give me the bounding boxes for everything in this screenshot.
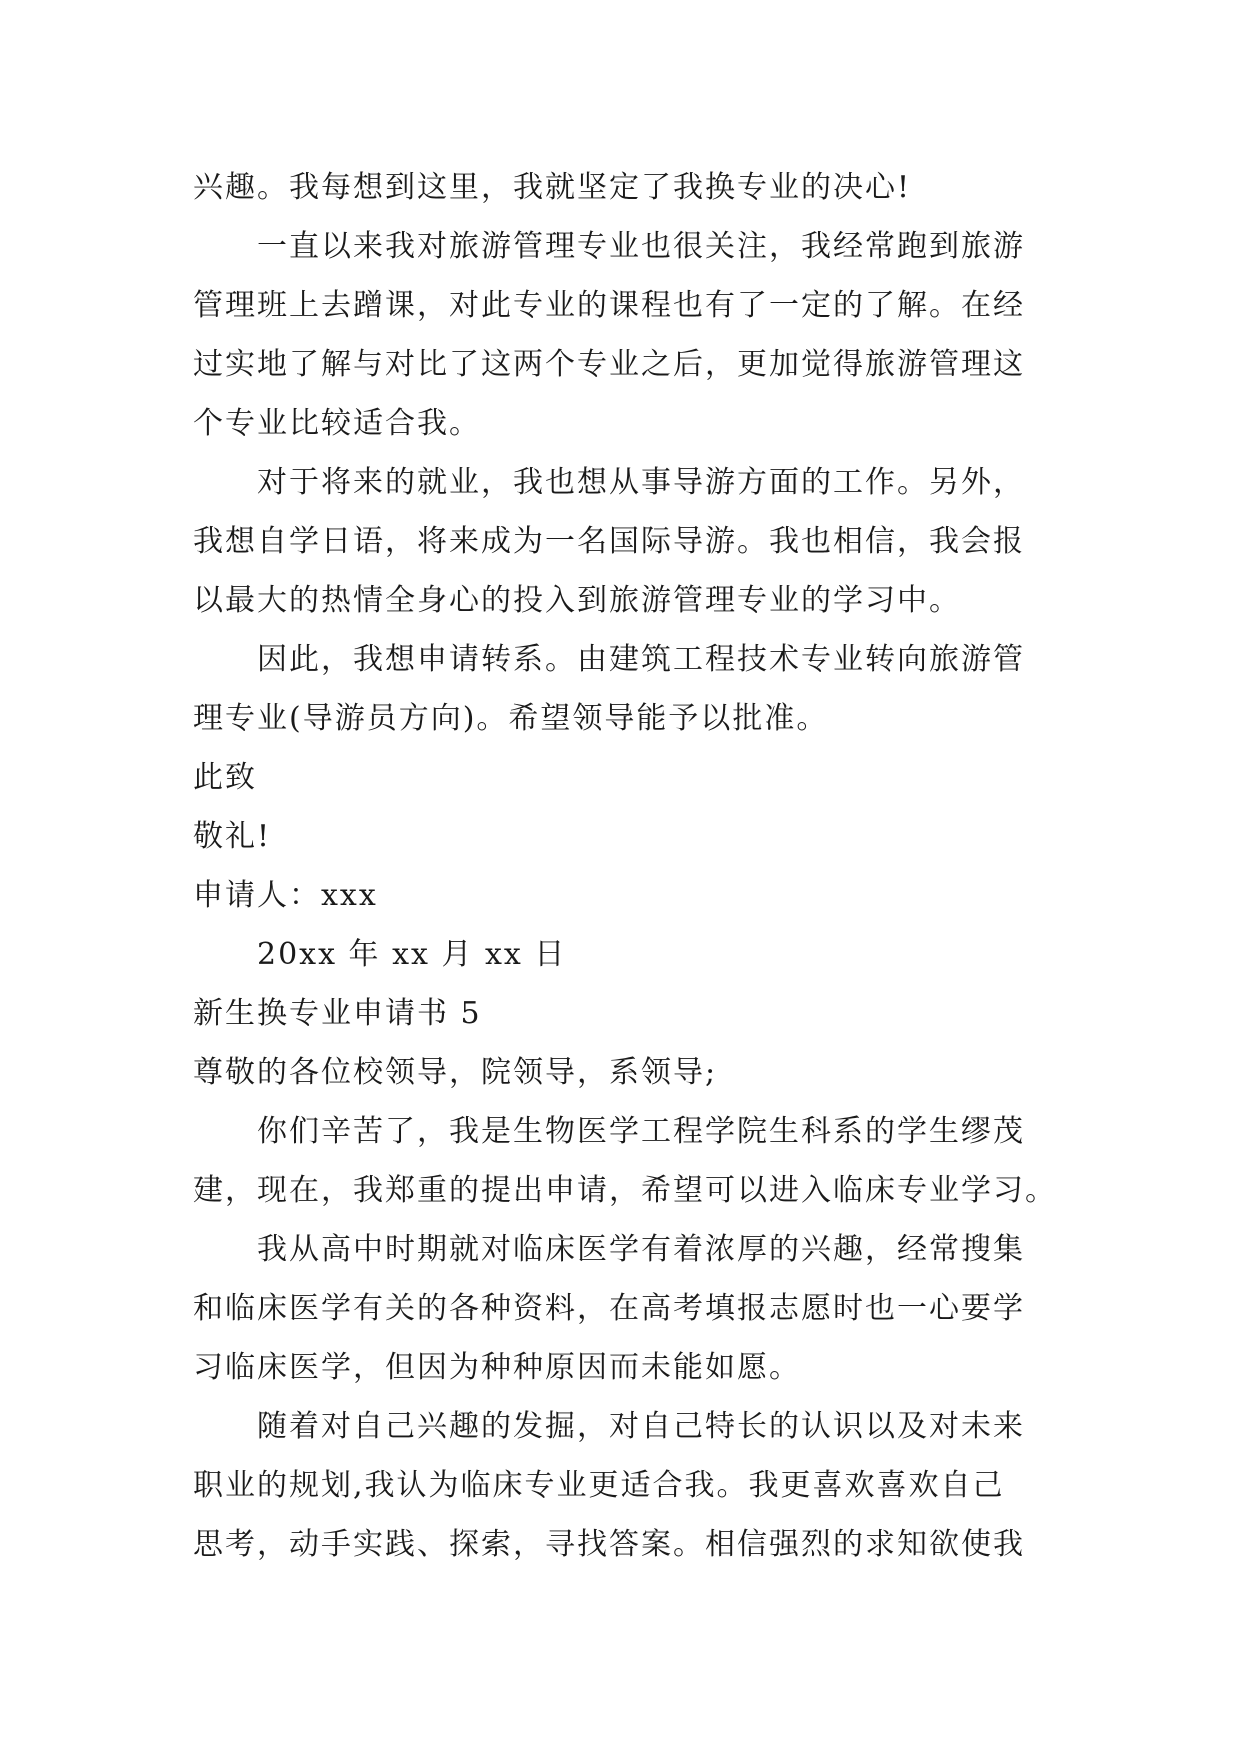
text-line: 我想自学日语，将来成为一名国际导游。我也相信，我会报 (193, 524, 1025, 559)
text-line: 兴趣。我每想到这里，我就坚定了我换专业的决心! (193, 170, 912, 205)
text-line: 尊敬的各位校领导，院领导，系领导; (193, 1055, 718, 1090)
text-line: 因此，我想申请转系。由建筑工程技术专业转向旅游管 (257, 642, 1025, 677)
text-line: 你们辛苦了，我是生物医学工程学院生科系的学生缪茂 (257, 1114, 1025, 1149)
text-line: 以最大的热情全身心的投入到旅游管理专业的学习中。 (193, 583, 961, 618)
text-line: 思考，动手实践、探索，寻找答案。相信强烈的求知欲使我 (193, 1527, 1025, 1562)
text-line: 理专业(导游员方向)。希望领导能予以批准。 (193, 701, 829, 736)
text-line: 过实地了解与对比了这两个专业之后，更加觉得旅游管理这 (193, 347, 1025, 382)
text-line: 我从高中时期就对临床医学有着浓厚的兴趣，经常搜集 (257, 1232, 1025, 1267)
text-line: 和临床医学有关的各种资料，在高考填报志愿时也一心要学 (193, 1291, 1025, 1326)
text-line: 职业的规划,我认为临床专业更适合我。我更喜欢喜欢自己 (193, 1468, 1005, 1503)
text-line: 此致 (193, 760, 257, 795)
text-line: 一直以来我对旅游管理专业也很关注，我经常跑到旅游 (257, 229, 1025, 264)
text-line: 管理班上去蹭课，对此专业的课程也有了一定的了解。在经 (193, 288, 1025, 323)
text-line: 习临床医学，但因为种种原因而未能如愿。 (193, 1350, 801, 1385)
text-line: 建，现在，我郑重的提出申请，希望可以进入临床专业学习。 (193, 1173, 1057, 1208)
text-line: 个专业比较适合我。 (193, 406, 481, 441)
text-line: 对于将来的就业，我也想从事导游方面的工作。另外， (257, 465, 1025, 500)
text-line: 随着对自己兴趣的发掘，对自己特长的认识以及对未来 (257, 1409, 1025, 1444)
text-line: 20xx 年 xx 月 xx 日 (257, 937, 567, 972)
text-line: 新生换专业申请书 5 (193, 996, 482, 1031)
text-line: 敬礼! (193, 819, 272, 854)
text-line: 申请人：xxx (193, 878, 378, 913)
document-body (193, 158, 1057, 1574)
